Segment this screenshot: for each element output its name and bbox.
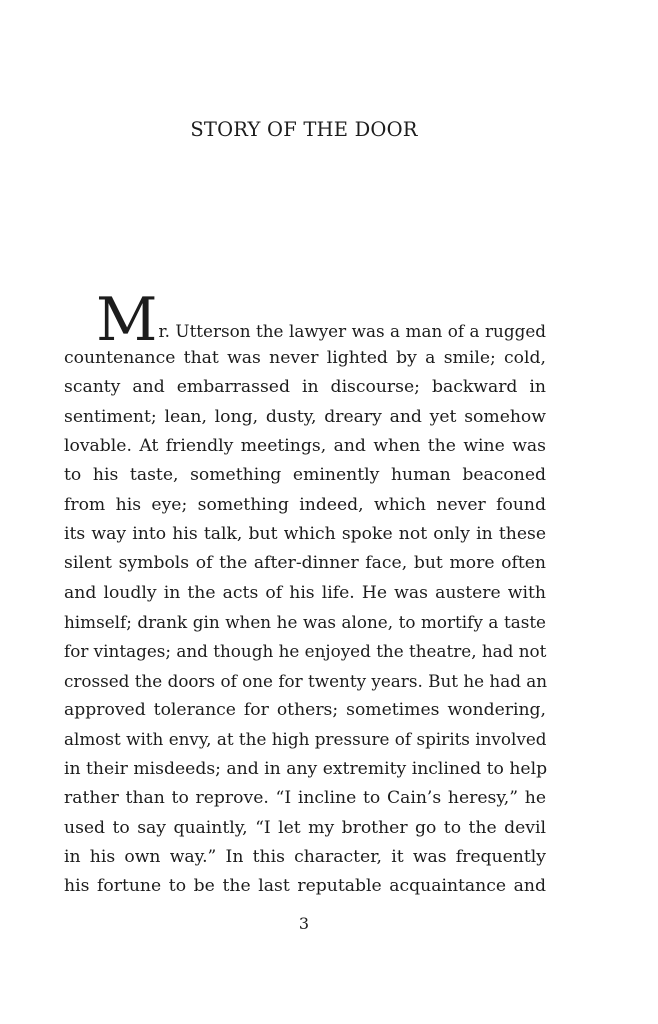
text-line: and loudly in the acts of his life. He was austere with xyxy=(64,582,546,603)
text-line: almost with envy, at the high pressure of spirits involved xyxy=(64,729,547,750)
text-line: silent symbols of the after-dinner face, but more often xyxy=(64,553,546,574)
text-line: from his eye; something indeed, which never found xyxy=(64,494,546,515)
chapter-title: STORY OF THE DOOR xyxy=(190,118,418,141)
text-line: its way into his talk, but which spoke not only in these xyxy=(64,524,546,545)
text-line: sentiment; lean, long, dusty, dreary and yet somehow xyxy=(64,406,546,427)
text-line: to his taste, something eminently human beaconed xyxy=(64,465,546,486)
text-line: approved tolerance for others; sometimes wondering, xyxy=(64,700,546,721)
text-line: in their misdeeds; and in any extremity inclined to help xyxy=(64,758,548,779)
text-line: scanty and embarrassed in discourse; backward in xyxy=(64,377,546,398)
text-line: himself; drank gin when he was alone, to mortify a taste xyxy=(64,612,546,633)
drop-cap: M xyxy=(96,285,158,355)
text-line: countenance that was never lighted by a smile; cold, xyxy=(64,348,546,368)
text-line: lovable. At friendly meetings, and when the wine was xyxy=(64,436,546,457)
text-line xyxy=(64,285,546,355)
text-line: his fortune to be the last reputable acquaintance and xyxy=(64,876,546,897)
text-line: for vintages; and though he enjoyed the theatre, had not xyxy=(64,641,547,662)
text-line: crossed the doors of one for twenty years. But he had an xyxy=(64,670,548,691)
text-line-content: r. Utterson the lawyer was a man of a rugged xyxy=(158,321,546,341)
text-line: rather than to reprove. “I incline to Cain’s heresy,” he xyxy=(64,788,546,809)
text-line: in his own way.” In this character, it was frequently xyxy=(64,846,546,867)
page-number: 3 xyxy=(298,914,310,933)
body-paragraph xyxy=(64,285,548,902)
text-line: used to say quaintly, “I let my brother go to the devil xyxy=(64,817,546,838)
